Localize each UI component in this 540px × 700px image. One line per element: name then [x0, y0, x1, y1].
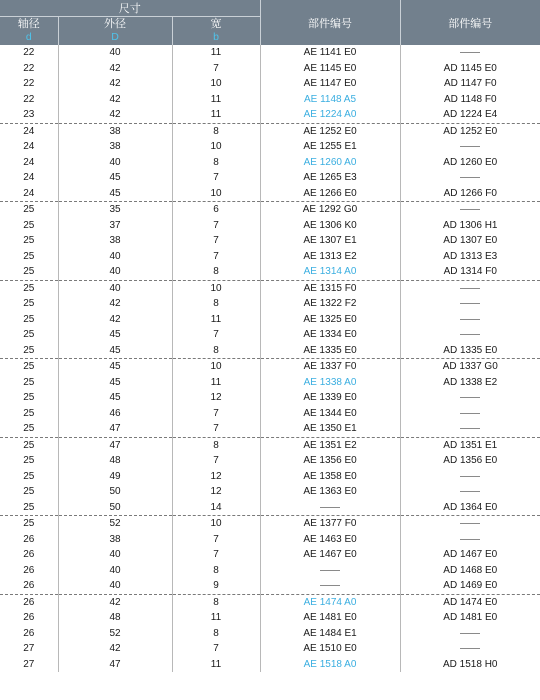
alt-part-number-cell [400, 312, 540, 328]
table-row [0, 421, 540, 437]
width-cell: 9 [172, 578, 260, 594]
empty-dash [460, 428, 480, 429]
width-cell: 7 [172, 61, 260, 77]
alt-part-number-cell [400, 45, 540, 61]
part-number-cell: AE 1467 E0 [260, 547, 400, 563]
alt-part-number-cell [400, 484, 540, 500]
shaft-diameter-label: 轴径 [17, 18, 40, 30]
shaft-diameter-cell: 22 [23, 62, 35, 74]
alt-part-number-cell: AD 1147 F0 [400, 76, 540, 92]
width-cell: 7 [172, 421, 260, 437]
part-number-cell: AE 1484 E1 [260, 626, 400, 642]
shaft-diameter-cell: 24 [23, 187, 35, 199]
outer-diameter-cell: 50 [58, 500, 172, 516]
outer-diameter-cell: 45 [58, 170, 172, 186]
table-row [0, 218, 540, 234]
outer-diameter-cell: 42 [58, 76, 172, 92]
alt-part-number-cell: AD 1335 E0 [400, 343, 540, 359]
part-number-cell [260, 563, 400, 579]
alt-part-number-cell [400, 327, 540, 343]
alt-part-number-cell: AD 1224 E4 [400, 107, 540, 123]
shaft-diameter-cell: 25 [23, 329, 35, 341]
shaft-diameter-cell: 26 [23, 580, 35, 592]
shaft-diameter-cell: 26 [23, 627, 35, 639]
empty-dash [460, 648, 480, 649]
width-cell: 11 [172, 657, 260, 673]
part-number-cell: AE 1350 E1 [260, 421, 400, 437]
empty-dash [460, 146, 480, 147]
table-row [0, 170, 540, 186]
part-number-cell: AE 1307 E1 [260, 233, 400, 249]
shaft-diameter-cell: 25 [0, 516, 58, 532]
outer-diameter-symbol: D [111, 31, 119, 43]
width-cell: 11 [172, 312, 260, 328]
shaft-diameter-cell: 25 [23, 266, 35, 278]
width-cell: 10 [172, 516, 260, 532]
alt-part-number-cell: AD 1474 E0 [400, 594, 540, 610]
alt-part-number-cell: AD 1145 E0 [400, 61, 540, 77]
empty-dash [460, 303, 480, 304]
alt-part-number-cell: AD 1356 E0 [400, 453, 540, 469]
width-cell: 11 [172, 107, 260, 123]
table-row [0, 280, 540, 296]
width-cell: 8 [172, 343, 260, 359]
width-cell: 12 [172, 484, 260, 500]
empty-dash [460, 177, 480, 178]
part-number-header-2: 部件编号 [400, 0, 540, 45]
width-cell: 11 [172, 45, 260, 61]
shaft-diameter-cell: 25 [23, 250, 35, 262]
table-row [0, 45, 540, 61]
outer-diameter-cell: 40 [58, 264, 172, 280]
outer-diameter-cell: 38 [58, 139, 172, 155]
outer-diameter-cell: 45 [58, 375, 172, 391]
table-row [0, 610, 540, 626]
part-number-cell: AE 1463 E0 [260, 532, 400, 548]
alt-part-number-cell: AD 1306 H1 [400, 218, 540, 234]
table-row [0, 563, 540, 579]
width-cell: 12 [172, 390, 260, 406]
part-number-cell: AE 1315 F0 [260, 280, 400, 296]
table-row [0, 641, 540, 657]
outer-diameter-cell: 40 [58, 155, 172, 171]
alt-part-number-cell: AD 1351 E1 [400, 437, 540, 453]
table-row [0, 202, 540, 218]
part-number-cell: AE 1377 F0 [260, 516, 400, 532]
table-row [0, 594, 540, 610]
part-number-cell: AE 1145 E0 [260, 61, 400, 77]
width-cell: 11 [172, 92, 260, 108]
part-number-cell: AE 1148 A5 [260, 92, 400, 108]
outer-diameter-cell: 45 [58, 359, 172, 375]
width-cell: 7 [172, 532, 260, 548]
table-row [0, 626, 540, 642]
outer-diameter-cell: 46 [58, 406, 172, 422]
shaft-diameter-cell: 25 [23, 470, 35, 482]
alt-part-number-cell: AD 1266 F0 [400, 186, 540, 202]
width-cell: 7 [172, 453, 260, 469]
alt-part-number-cell [400, 139, 540, 155]
part-number-cell: AE 1334 E0 [260, 327, 400, 343]
width-cell: 8 [172, 594, 260, 610]
part-number-cell [260, 500, 400, 516]
empty-dash [460, 52, 480, 53]
shaft-diameter-cell: 25 [0, 202, 58, 218]
shaft-diameter-cell: 25 [23, 313, 35, 325]
shaft-diameter-cell: 26 [23, 533, 35, 545]
shaft-diameter-cell: 22 [23, 93, 35, 105]
outer-diameter-cell: 45 [58, 327, 172, 343]
width-cell: 7 [172, 170, 260, 186]
part-number-cell: AE 1266 E0 [260, 186, 400, 202]
alt-part-number-cell [400, 469, 540, 485]
width-cell: 7 [172, 327, 260, 343]
table-row [0, 406, 540, 422]
shaft-diameter-cell: 25 [23, 423, 35, 435]
alt-part-number-cell [400, 406, 540, 422]
part-number-cell: AE 1252 E0 [260, 123, 400, 139]
table-row [0, 657, 540, 673]
alt-part-number-cell [400, 626, 540, 642]
empty-dash [460, 491, 480, 492]
width-cell: 6 [172, 202, 260, 218]
alt-part-number-cell: AD 1313 E3 [400, 249, 540, 265]
empty-dash [460, 476, 480, 477]
alt-part-number-cell: AD 1252 E0 [400, 123, 540, 139]
empty-dash [460, 539, 480, 540]
shaft-diameter-cell: 24 [0, 123, 58, 139]
width-cell: 11 [172, 610, 260, 626]
shaft-diameter-symbol: d [25, 31, 32, 43]
part-number-cell: AE 1265 E3 [260, 170, 400, 186]
width-cell: 10 [172, 139, 260, 155]
width-cell: 12 [172, 469, 260, 485]
shaft-diameter-cell: 25 [0, 280, 58, 296]
outer-diameter-cell: 42 [58, 107, 172, 123]
outer-diameter-cell: 50 [58, 484, 172, 500]
shaft-diameter-cell: 26 [0, 594, 58, 610]
shaft-diameter-cell: 22 [23, 78, 35, 90]
dimensions-header: 尺寸 [0, 0, 260, 17]
table-row [0, 155, 540, 171]
part-number-cell: AE 1306 K0 [260, 218, 400, 234]
outer-diameter-label: 外径 [104, 18, 126, 30]
width-cell: 7 [172, 406, 260, 422]
table-row [0, 390, 540, 406]
width-cell: 8 [172, 626, 260, 642]
empty-dash [320, 585, 340, 586]
part-number-cell: AE 1322 F2 [260, 296, 400, 312]
alt-part-number-cell [400, 202, 540, 218]
outer-diameter-cell: 40 [58, 578, 172, 594]
alt-part-number-cell: AD 1481 E0 [400, 610, 540, 626]
alt-part-number-cell: AD 1469 E0 [400, 578, 540, 594]
shaft-diameter-cell: 23 [23, 109, 35, 121]
shaft-diameter-cell: 25 [23, 455, 35, 467]
table-row [0, 107, 540, 123]
part-number-cell: AE 1325 E0 [260, 312, 400, 328]
table-row [0, 532, 540, 548]
outer-diameter-cell: 40 [58, 249, 172, 265]
width-cell: 7 [172, 249, 260, 265]
outer-diameter-cell: 40 [58, 563, 172, 579]
shaft-diameter-cell: 25 [23, 219, 35, 231]
outer-diameter-cell: 42 [58, 296, 172, 312]
empty-dash [460, 397, 480, 398]
part-number-cell: AE 1224 A0 [260, 107, 400, 123]
table-row [0, 343, 540, 359]
outer-diameter-cell: 42 [58, 312, 172, 328]
table-row [0, 547, 540, 563]
outer-diameter-cell: 38 [58, 233, 172, 249]
shaft-diameter-cell: 27 [23, 658, 35, 670]
outer-diameter-cell: 37 [58, 218, 172, 234]
alt-part-number-cell [400, 641, 540, 657]
width-header [172, 17, 260, 46]
outer-diameter-cell: 49 [58, 469, 172, 485]
table-row [0, 578, 540, 594]
part-number-cell: AE 1338 A0 [260, 375, 400, 391]
table-row [0, 453, 540, 469]
alt-part-number-cell: AD 1314 F0 [400, 264, 540, 280]
alt-part-number-cell: AD 1467 E0 [400, 547, 540, 563]
outer-diameter-cell: 40 [58, 280, 172, 296]
table-row [0, 92, 540, 108]
table-row [0, 61, 540, 77]
alt-part-number-cell [400, 421, 540, 437]
table-header [0, 0, 540, 45]
part-number-cell: AE 1292 G0 [260, 202, 400, 218]
width-cell: 10 [172, 76, 260, 92]
outer-diameter-cell: 45 [58, 186, 172, 202]
table-row [0, 516, 540, 532]
shaft-diameter-cell: 24 [23, 141, 35, 153]
width-cell: 8 [172, 155, 260, 171]
alt-part-number-cell [400, 532, 540, 548]
table-row [0, 375, 540, 391]
shaft-diameter-cell: 25 [23, 376, 35, 388]
table-row [0, 437, 540, 453]
width-cell: 10 [172, 186, 260, 202]
table-row [0, 233, 540, 249]
empty-dash [320, 507, 340, 508]
width-cell: 10 [172, 359, 260, 375]
table-row [0, 359, 540, 375]
table-row [0, 76, 540, 92]
width-cell: 7 [172, 233, 260, 249]
outer-diameter-cell: 48 [58, 610, 172, 626]
outer-diameter-cell: 42 [58, 61, 172, 77]
part-number-cell: AE 1481 E0 [260, 610, 400, 626]
alt-part-number-cell [400, 280, 540, 296]
table-row [0, 312, 540, 328]
table-row [0, 327, 540, 343]
shaft-diameter-cell: 25 [23, 298, 35, 310]
alt-part-number-cell: AD 1307 E0 [400, 233, 540, 249]
empty-dash [320, 570, 340, 571]
alt-part-number-cell: AD 1338 E2 [400, 375, 540, 391]
width-symbol: b [213, 31, 219, 43]
outer-diameter-cell: 38 [58, 123, 172, 139]
empty-dash [460, 288, 480, 289]
shaft-diameter-cell: 27 [23, 643, 35, 655]
alt-part-number-cell: AD 1468 E0 [400, 563, 540, 579]
table-row [0, 500, 540, 516]
width-label: 宽 [210, 18, 222, 30]
width-cell: 8 [172, 563, 260, 579]
part-number-cell: AE 1518 A0 [260, 657, 400, 673]
shaft-diameter-cell: 25 [23, 486, 35, 498]
empty-dash [460, 319, 480, 320]
width-cell: 11 [172, 375, 260, 391]
width-cell: 8 [172, 437, 260, 453]
outer-diameter-cell: 35 [58, 202, 172, 218]
table-row [0, 296, 540, 312]
shaft-diameter-cell: 25 [23, 407, 35, 419]
empty-dash [460, 413, 480, 414]
shaft-diameter-header [0, 17, 58, 46]
shaft-diameter-cell: 26 [23, 612, 35, 624]
shaft-diameter-cell: 25 [0, 437, 58, 453]
part-number-cell: AE 1255 E1 [260, 139, 400, 155]
alt-part-number-cell [400, 296, 540, 312]
table-row [0, 139, 540, 155]
shaft-diameter-cell: 26 [23, 549, 35, 561]
alt-part-number-cell: AD 1364 E0 [400, 500, 540, 516]
table-body [0, 45, 540, 672]
shaft-diameter-cell: 25 [23, 235, 35, 247]
part-number-cell: AE 1344 E0 [260, 406, 400, 422]
alt-part-number-cell [400, 390, 540, 406]
part-number-cell: AE 1314 A0 [260, 264, 400, 280]
part-number-cell: AE 1363 E0 [260, 484, 400, 500]
shaft-diameter-cell: 26 [23, 564, 35, 576]
part-number-cell: AE 1510 E0 [260, 641, 400, 657]
outer-diameter-cell: 48 [58, 453, 172, 469]
shaft-diameter-cell: 22 [23, 47, 35, 59]
outer-diameter-cell: 47 [58, 421, 172, 437]
alt-part-number-cell [400, 170, 540, 186]
part-number-cell: AE 1351 E2 [260, 437, 400, 453]
outer-diameter-cell: 47 [58, 657, 172, 673]
shaft-diameter-cell: 25 [0, 359, 58, 375]
width-cell: 8 [172, 123, 260, 139]
part-number-cell: AE 1141 E0 [260, 45, 400, 61]
outer-diameter-cell: 42 [58, 92, 172, 108]
outer-diameter-cell: 40 [58, 547, 172, 563]
part-number-cell: AE 1337 F0 [260, 359, 400, 375]
alt-part-number-cell: AD 1148 F0 [400, 92, 540, 108]
table-row [0, 123, 540, 139]
width-cell: 14 [172, 500, 260, 516]
table-row [0, 186, 540, 202]
table-row [0, 469, 540, 485]
shaft-diameter-cell: 25 [23, 501, 35, 513]
outer-diameter-cell: 42 [58, 594, 172, 610]
width-cell: 7 [172, 641, 260, 657]
shaft-diameter-cell: 24 [23, 156, 35, 168]
outer-diameter-cell: 38 [58, 532, 172, 548]
outer-diameter-cell: 40 [58, 45, 172, 61]
shaft-diameter-cell: 25 [23, 392, 35, 404]
outer-diameter-header [58, 17, 172, 46]
width-cell: 8 [172, 296, 260, 312]
part-number-cell: AE 1335 E0 [260, 343, 400, 359]
width-cell: 8 [172, 264, 260, 280]
empty-dash [460, 209, 480, 210]
empty-dash [460, 334, 480, 335]
width-cell: 10 [172, 280, 260, 296]
part-number-header-1: 部件编号 [260, 0, 400, 45]
part-number-cell: AE 1358 E0 [260, 469, 400, 485]
table-row [0, 249, 540, 265]
alt-part-number-cell: AD 1337 G0 [400, 359, 540, 375]
outer-diameter-cell: 45 [58, 343, 172, 359]
width-cell: 7 [172, 218, 260, 234]
alt-part-number-cell: AD 1518 H0 [400, 657, 540, 673]
empty-dash [460, 633, 480, 634]
part-number-cell: AE 1356 E0 [260, 453, 400, 469]
outer-diameter-cell: 52 [58, 516, 172, 532]
alt-part-number-cell [400, 516, 540, 532]
shaft-diameter-cell: 24 [23, 172, 35, 184]
empty-dash [460, 523, 480, 524]
outer-diameter-cell: 52 [58, 626, 172, 642]
shaft-diameter-cell: 25 [23, 344, 35, 356]
outer-diameter-cell: 42 [58, 641, 172, 657]
outer-diameter-cell: 45 [58, 390, 172, 406]
table-row [0, 264, 540, 280]
table-row [0, 484, 540, 500]
part-number-cell: AE 1339 E0 [260, 390, 400, 406]
part-number-cell: AE 1260 A0 [260, 155, 400, 171]
outer-diameter-cell: 47 [58, 437, 172, 453]
part-number-cell: AE 1147 E0 [260, 76, 400, 92]
part-number-cell [260, 578, 400, 594]
part-number-cell: AE 1313 E2 [260, 249, 400, 265]
width-cell: 7 [172, 547, 260, 563]
part-number-cell: AE 1474 A0 [260, 594, 400, 610]
alt-part-number-cell: AD 1260 E0 [400, 155, 540, 171]
